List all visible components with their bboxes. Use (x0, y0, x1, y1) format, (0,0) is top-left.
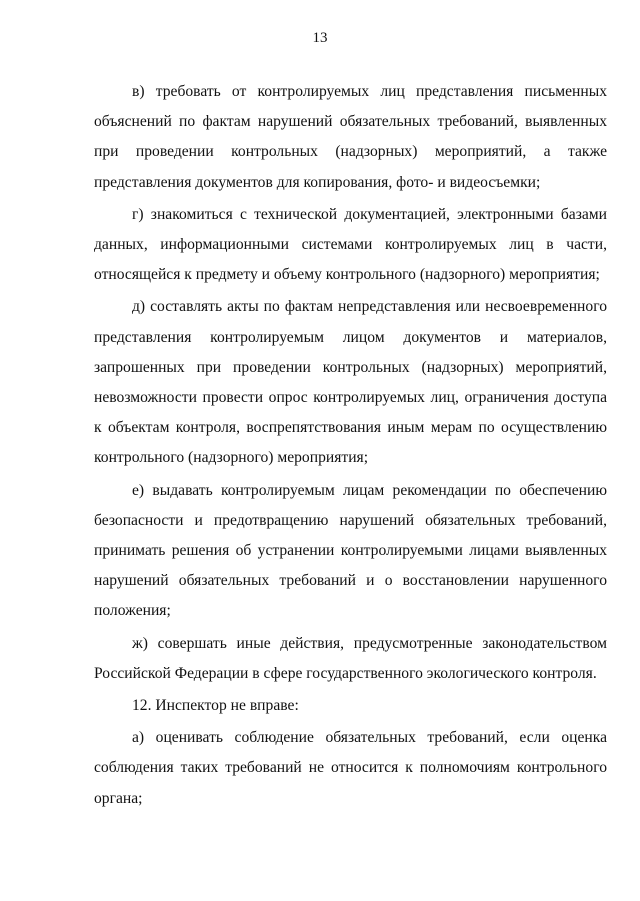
paragraph-g: г) знакомиться с технической документацией, электронными базами данных, информационными системами контролируемых лиц в части, относящейся к предмету и объему контрольного (надзорного) мероприятия; (94, 205, 607, 284)
document-body (94, 77, 607, 816)
page-number: 13 (312, 30, 328, 46)
paragraph-a: а) оценивать соблюдение обязательных требований, если оценка соблюдения таких требований не относится к полномочиям контрольного органа; (94, 729, 607, 807)
paragraph-v: в) требовать от контролируемых лиц представления письменных объяснений по фактам нарушений обязательных требований, выявленных при проведении контрольных (надзорных) мероприятий, а также представления документов для копирования, фото- и видеосъемки; (94, 83, 607, 191)
section-heading-12: 12. Инспектор не вправе: (132, 697, 299, 715)
paragraph-e: е) выдавать контролируемым лицам рекомендации по обеспечению безопасности и предотвращению нарушений обязательных требований, принимать решения об устранении контролируемыми лицами выявленных нарушений обязательных требований и о восстановлении нарушенного положения; (94, 481, 607, 620)
paragraph-d: д) составлять акты по фактам непредставления или несвоевременного представления контролируемым лицом документов и материалов, запрошенных при проведении контрольных (надзорных) мероприятий, невозможности провести опрос контролируемых лиц, ограничения доступа к объектам контроля, воспрепятствования иным мерам по осуществлению контрольного (надзорного) мероприятия; (94, 298, 607, 467)
paragraph-zh: ж) совершать иные действия, предусмотренные законодательством Российской Федерации в сфере государственного экологического контроля. (94, 634, 607, 682)
